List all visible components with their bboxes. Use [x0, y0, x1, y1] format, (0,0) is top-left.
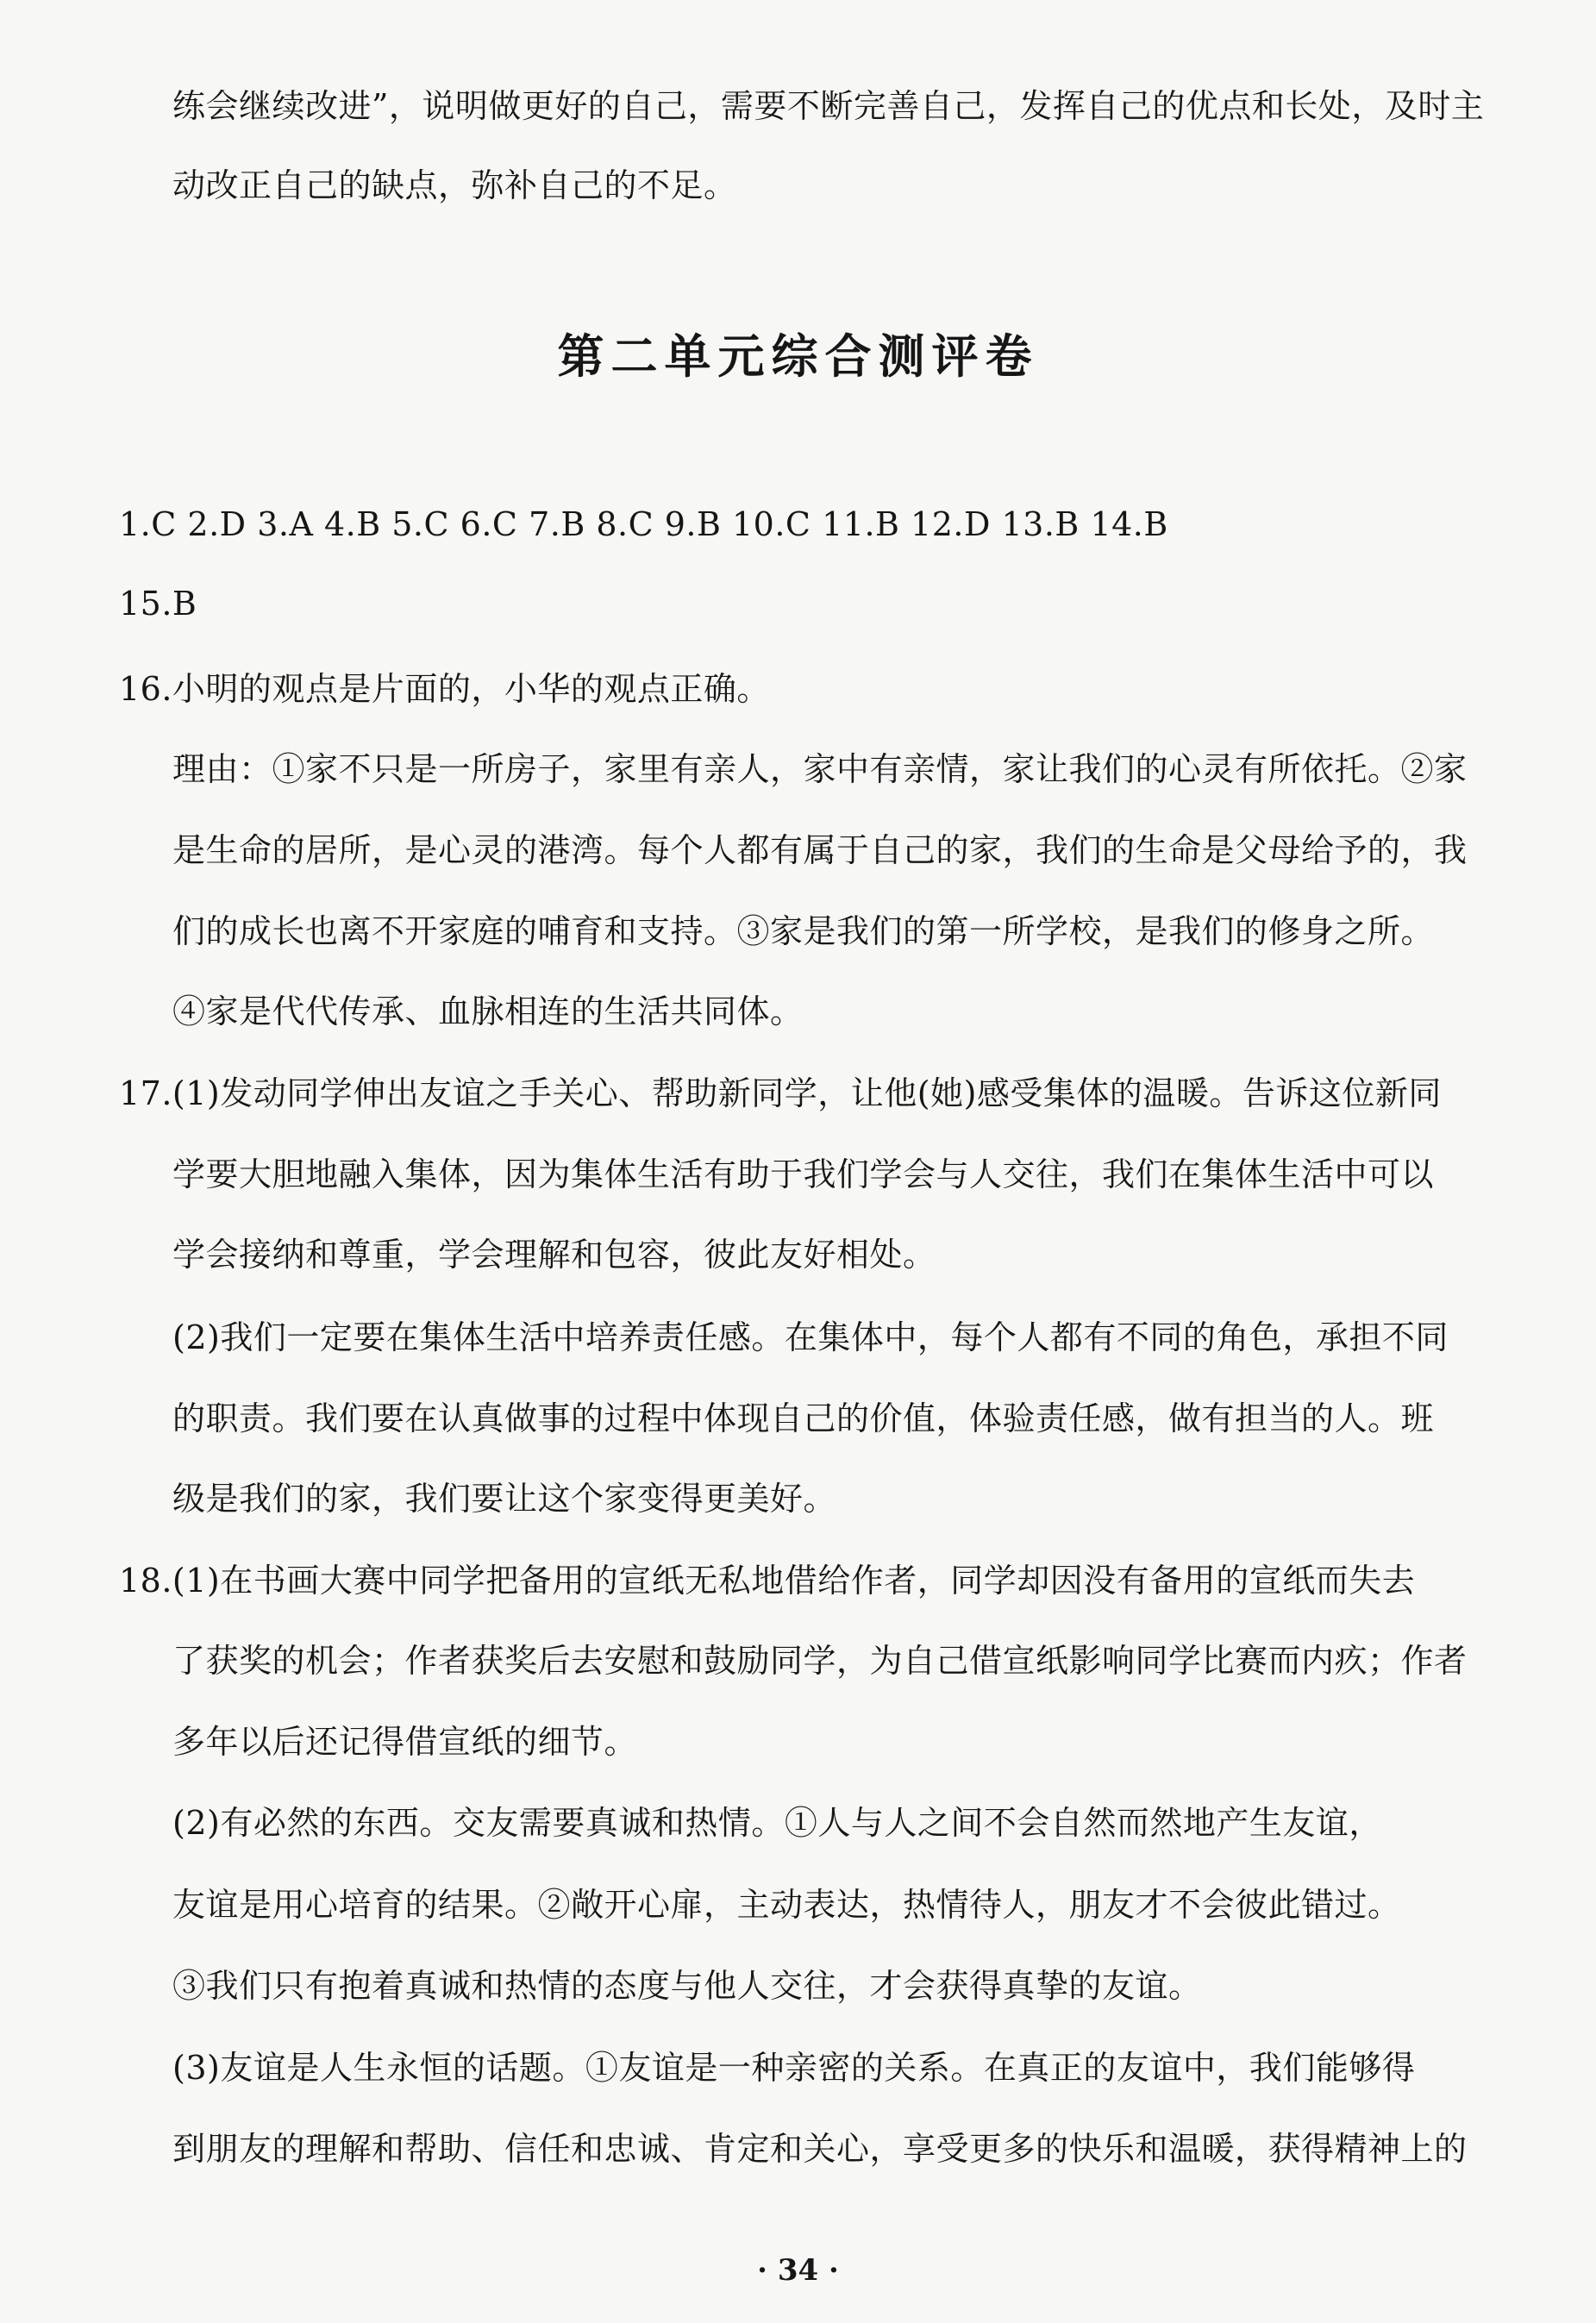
q17-first-line: 17.(1)发动同学伸出友谊之手关心、帮助新同学，让他(她)感受集体的温暖。告诉这位新同 — [119, 1074, 1442, 1112]
q18-line: 了获奖的机会；作者获奖后去安慰和鼓励同学，为自己借宣纸影响同学比赛而内疚；作者 — [172, 1642, 1468, 1680]
q17-line: 学要大胆地融入集体，因为集体生活有助于我们学会与人交往，我们在集体生活中可以 — [172, 1155, 1435, 1193]
q18-line: (2)有必然的东西。交友需要真诚和热情。①人与人之间不会自然而然地产生友谊， — [172, 1804, 1382, 1842]
intro-line-1: 练会继续改进”，说明做更好的自己，需要不断完善自己，发挥自己的优点和长处，及时主 — [172, 87, 1485, 125]
choice-answers-line-1: 1.C 2.D 3.A 4.B 5.C 6.C 7.B 8.C 9.B 10.C 11.B 12.D 13.B 14.B — [119, 505, 1168, 543]
choice-answers-line-2: 15.B — [119, 585, 197, 623]
q17-line: 级是我们的家，我们要让这个家变得更美好。 — [172, 1480, 837, 1518]
q16-line: 是生命的居所，是心灵的港湾。每个人都有属于自己的家，我们的生命是父母给予的，我 — [172, 831, 1468, 869]
q18-line: 友谊是用心培育的结果。②敞开心扉，主动表达，热情待人，朋友才不会彼此错过。 — [172, 1886, 1401, 1924]
q16-line: 理由：①家不只是一所房子，家里有亲人，家中有亲情，家让我们的心灵有所依托。②家 — [172, 750, 1468, 788]
page-number: · 34 · — [757, 2253, 839, 2288]
q17-line: (2)我们一定要在集体生活中培养责任感。在集体中，每个人都有不同的角色，承担不同 — [172, 1318, 1449, 1356]
q16-line: 们的成长也离不开家庭的哺育和支持。③家是我们的第一所学校，是我们的修身之所。 — [172, 912, 1435, 950]
q17-line: 的职责。我们要在认真做事的过程中体现自己的价值，体验责任感，做有担当的人。班 — [172, 1399, 1435, 1437]
q16-line: ④家是代代传承、血脉相连的生活共同体。 — [172, 992, 804, 1030]
q18-line: ③我们只有抱着真诚和热情的态度与他人交往，才会获得真挚的友谊。 — [172, 1967, 1202, 2005]
q18-line: 到朋友的理解和帮助、信任和忠诚、肯定和关心，享受更多的快乐和温暖，获得精神上的 — [172, 2130, 1468, 2168]
q18-line: (3)友谊是人生永恒的话题。①友谊是一种亲密的关系。在真正的友谊中，我们能够得 — [172, 2049, 1416, 2087]
q18-line: 多年以后还记得借宣纸的细节。 — [172, 1723, 638, 1761]
q16-first-line: 16.小明的观点是片面的，小华的观点正确。 — [119, 670, 770, 708]
q18-first-line: 18.(1)在书画大赛中同学把备用的宣纸无私地借给作者，同学却因没有备用的宣纸而失去 — [119, 1562, 1416, 1600]
section-title: 第二单元综合测评卷 — [557, 329, 1039, 384]
q17-line: 学会接纳和尊重，学会理解和包容，彼此友好相处。 — [172, 1236, 936, 1274]
intro-line-2: 动改正自己的缺点，弥补自己的不足。 — [172, 166, 737, 204]
